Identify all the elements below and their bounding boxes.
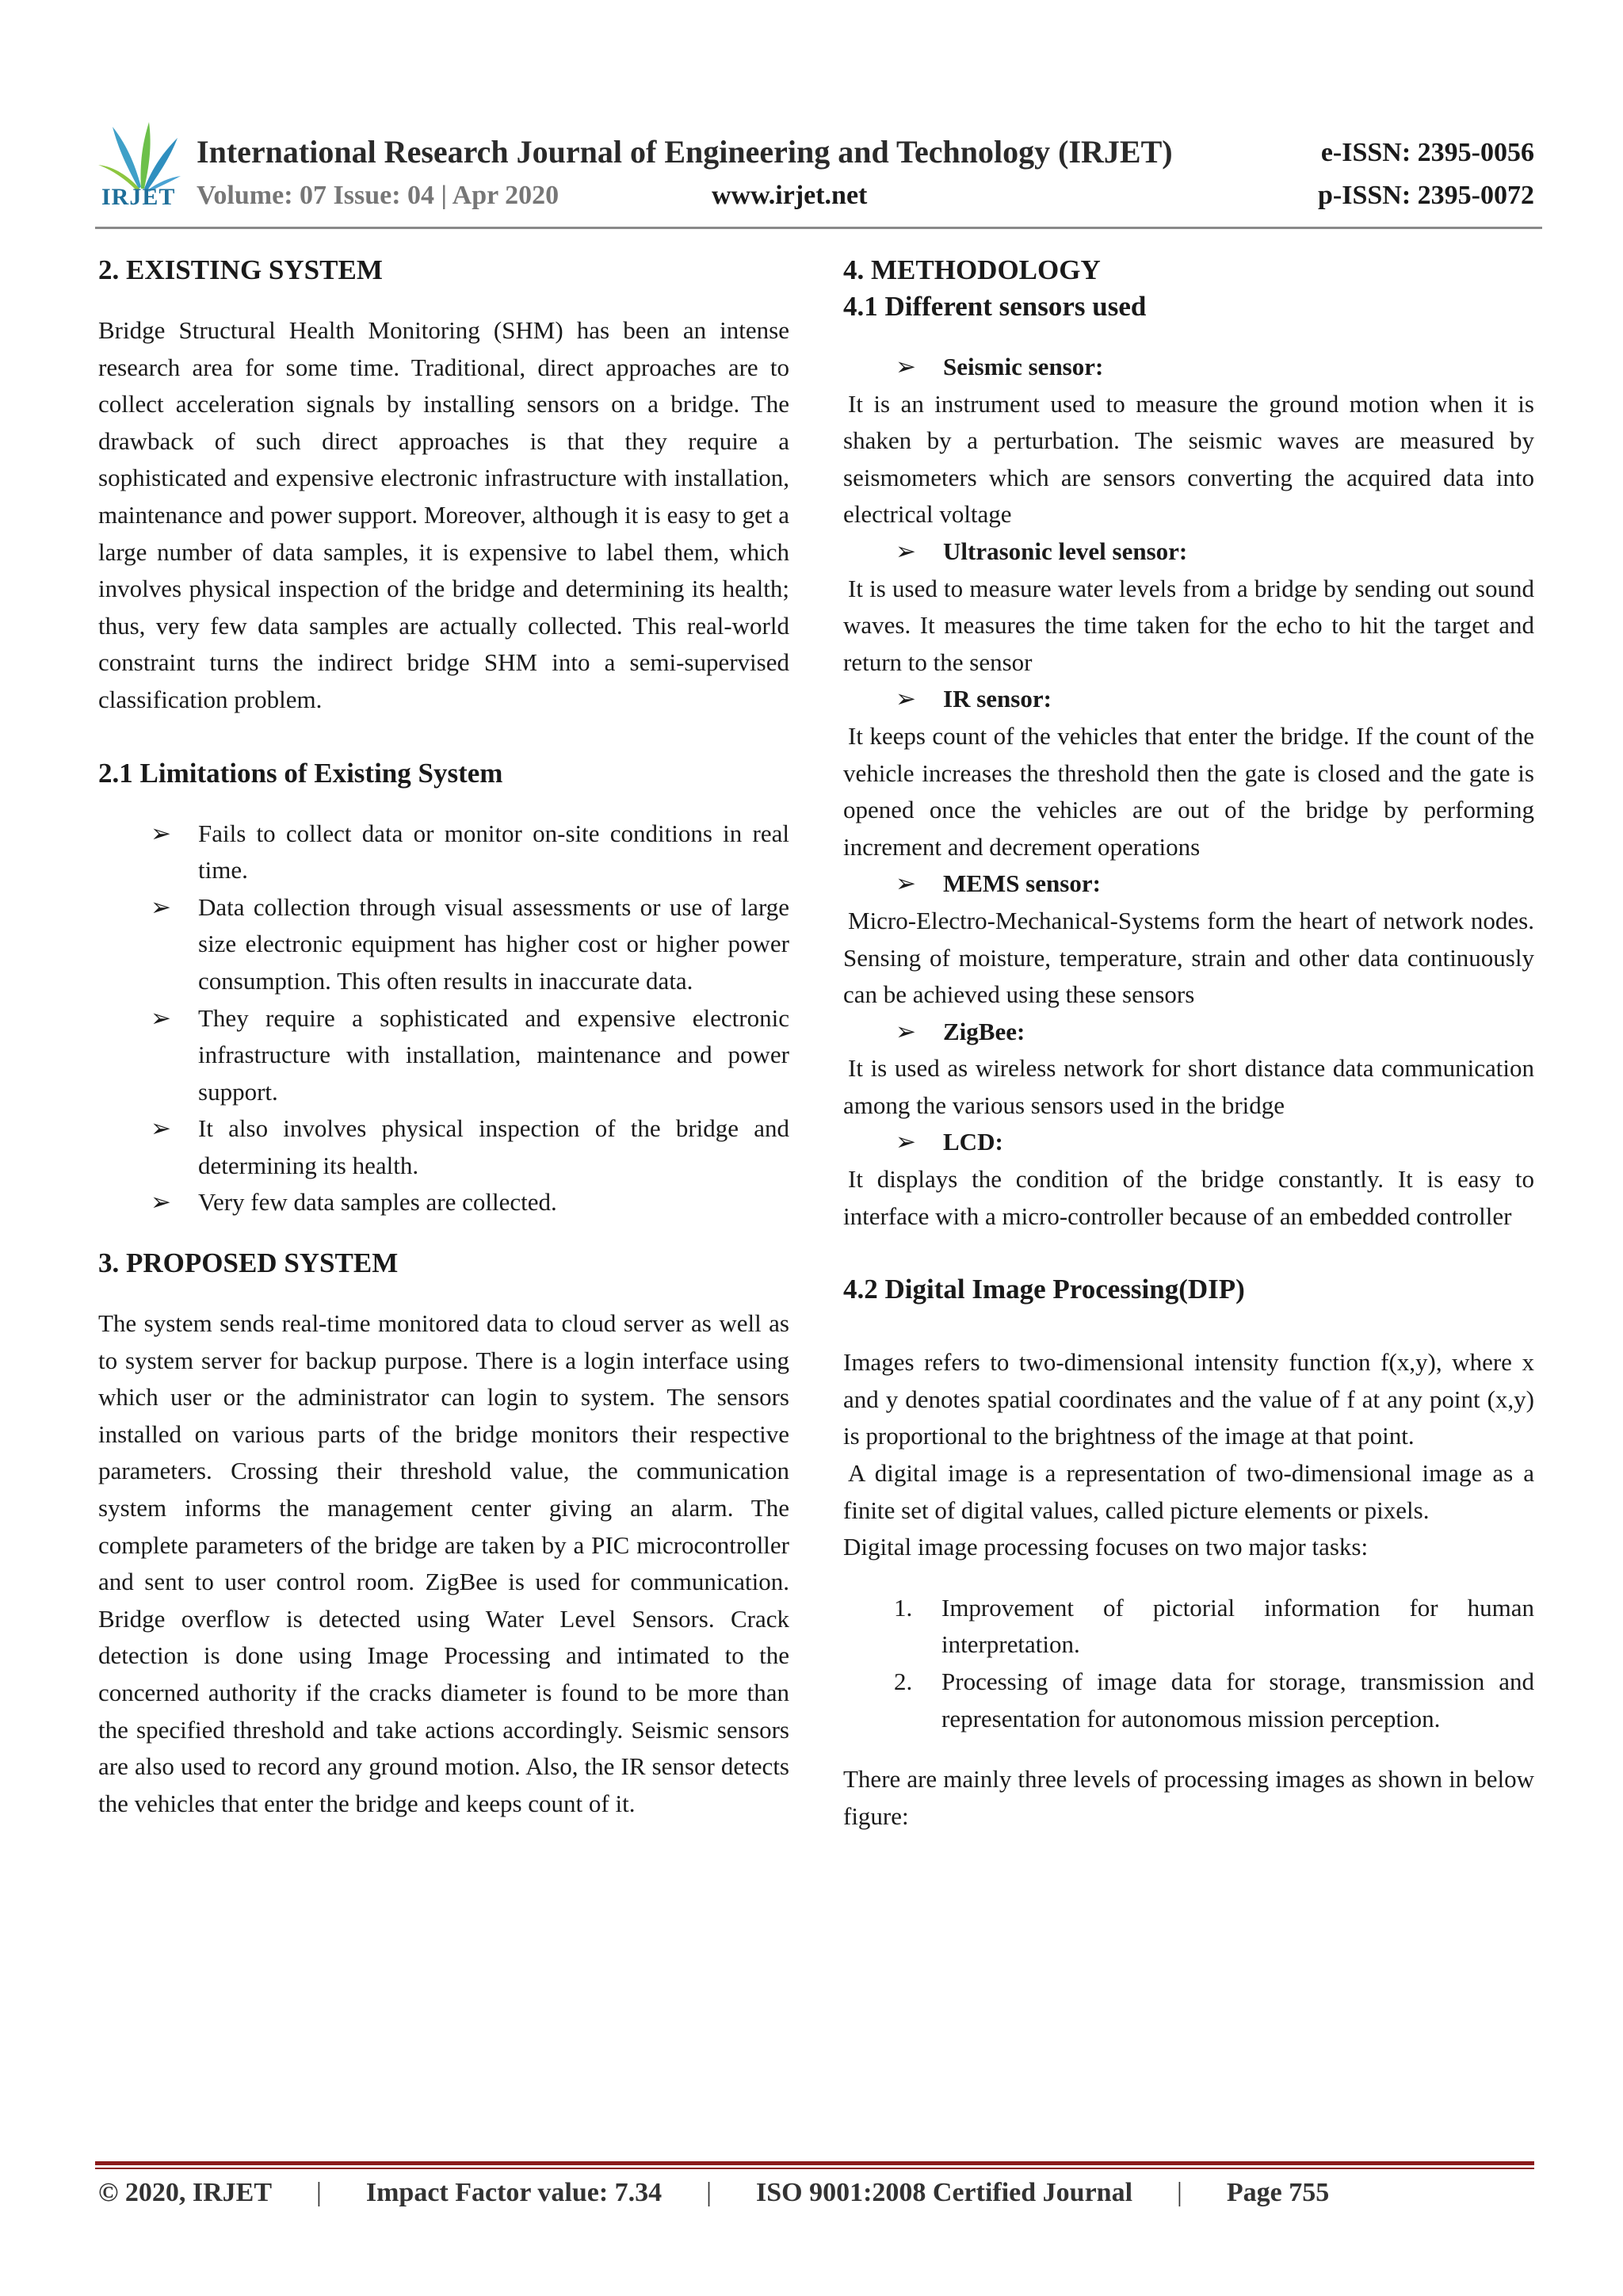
sensor-name: ➢ LCD: xyxy=(843,1124,1534,1161)
footer-separator: | xyxy=(316,2178,322,2207)
arrow-bullet-icon: ➢ xyxy=(896,869,916,898)
sensor-text: It is used as wireless network for short distance data communication among the various sensors used in the bridge xyxy=(843,1054,1534,1119)
sensor-item xyxy=(843,865,1534,1013)
footer-copyright: © 2020, IRJET xyxy=(98,2178,273,2207)
dip-paragraph-3: Digital image processing focuses on two major tasks: xyxy=(843,1533,1369,1561)
sensor-text: It is used to measure water levels from a bridge by sending out sound waves. It measures the time taken for the echo to hit the target and return to the sensor xyxy=(843,574,1534,676)
existing-system-title: 2. EXISTING SYSTEM xyxy=(98,254,383,285)
list-item: 2. Processing of image data for storage, transmission and representation for autonomous mission perception. xyxy=(894,1668,1534,1733)
sensor-name: ➢ Ultrasonic level sensor: xyxy=(843,533,1534,571)
sensor-name: ➢ Seismic sensor: xyxy=(843,349,1534,386)
list-item: ➢ Fails to collect data or monitor on-site conditions in real time. xyxy=(98,816,789,889)
arrow-bullet-icon: ➢ xyxy=(151,1003,171,1032)
existing-system-text: Bridge Structural Health Monitoring (SHM) has been an intense research area for some time. Traditional, direct approaches are to collect acceleration signals by installing sensors on a bridge. The drawback of such direct approaches is that they require a sophisticated and expensive electronic infrastructure with installation, maintenance and power support. Moreover, although it is easy to get a large number of data samples, it is expensive to label them, which involves physical inspection of the bridge and determining its health; thus, very few data samples are actually collected. This real-world constraint turns the indirect bridge SHM into a semi-supervised classification problem. xyxy=(98,316,789,713)
footer-impact-factor: Impact Factor value: 7.34 xyxy=(365,2178,663,2207)
dip-paragraph-1: Images refers to two-dimensional intensity function f(x,y), where x and y denotes spatial coordinates and the value of f at any point (x,y) is proportional to the brightness of the image at that point. xyxy=(843,1348,1534,1450)
dip-paragraph-2: A digital image is a representation of two-dimensional image as a finite set of digital values, called picture elements or pixels. xyxy=(843,1459,1534,1524)
sensors-title: 4.1 Different sensors used xyxy=(843,291,1147,322)
arrow-bullet-icon: ➢ xyxy=(896,1128,916,1156)
journal-title: International Research Journal of Engineering and Technology (IRJET) xyxy=(197,134,1173,170)
left-column xyxy=(98,252,789,1822)
sensor-item xyxy=(843,681,1534,865)
footer-divider-thin xyxy=(95,2168,1534,2169)
arrow-bullet-icon: ➢ xyxy=(896,353,916,380)
list-item: ➢ Data collection through visual assessments or use of large size electronic equipment has higher cost or higher power consumption. This often results in inaccurate data. xyxy=(98,889,789,1000)
sensor-name: ➢ IR sensor: xyxy=(843,681,1534,718)
sensor-item xyxy=(843,349,1534,533)
dip-paragraph-4: There are mainly three levels of processing images as shown in below figure: xyxy=(843,1765,1534,1830)
sensor-name: ➢ ZigBee: xyxy=(843,1014,1534,1051)
list-item: ➢ It also involves physical inspection of the bridge and determining its health. xyxy=(98,1110,789,1184)
footer-iso: ISO 9001:2008 Certified Journal xyxy=(755,2178,1133,2207)
arrow-bullet-icon: ➢ xyxy=(896,537,916,565)
pissn: p-ISSN: 2395-0072 xyxy=(1318,181,1534,210)
proposed-system-title: 3. PROPOSED SYSTEM xyxy=(98,1247,399,1279)
footer-separator: | xyxy=(706,2178,712,2207)
limitations-title: 2.1 Limitations of Existing System xyxy=(98,757,503,789)
methodology-title: 4. METHODOLOGY xyxy=(843,254,1101,285)
sensor-name: ➢ MEMS sensor: xyxy=(843,865,1534,903)
sensor-text: It displays the condition of the bridge constantly. It is easy to interface with a micro-controller because of an embedded controller xyxy=(843,1165,1534,1230)
arrow-bullet-icon: ➢ xyxy=(151,892,171,921)
sensor-text: Micro-Electro-Mechanical-Systems form the heart of network nodes. Sensing of moisture, temperature, strain and other data continuously can be achieved using these sensors xyxy=(843,906,1534,1009)
eissn: e-ISSN: 2395-0056 xyxy=(1320,138,1534,167)
logo-text: IRJET xyxy=(101,184,176,210)
arrow-bullet-icon: ➢ xyxy=(151,1188,171,1217)
arrow-bullet-icon: ➢ xyxy=(151,819,171,847)
header-divider xyxy=(95,227,1542,229)
volume-issue: Volume: 07 Issue: 04 | Apr 2020 xyxy=(197,181,559,210)
dip-title: 4.2 Digital Image Processing(DIP) xyxy=(843,1274,1245,1305)
website-link[interactable]: www.irjet.net xyxy=(712,181,868,210)
limitations-list xyxy=(98,816,789,1222)
page-header xyxy=(95,111,1534,238)
dip-tasks-list xyxy=(843,1590,1534,1737)
arrow-bullet-icon: ➢ xyxy=(896,685,916,713)
sensor-text: It is an instrument used to measure the ground motion when it is shaken by a perturbation. The seismic waves are measured by seismometers which are sensors converting the acquired data into electrical voltage xyxy=(843,389,1534,529)
right-column xyxy=(843,252,1534,1835)
sensor-item xyxy=(843,1014,1534,1125)
footer-divider xyxy=(95,2161,1534,2165)
sensor-item xyxy=(843,1124,1534,1235)
sensor-item xyxy=(843,533,1534,681)
footer-page-number: Page 755 xyxy=(1226,2178,1330,2207)
sensor-text: It keeps count of the vehicles that enter the bridge. If the count of the vehicle increases the threshold then the gate is closed and the gate is opened once the vehicles are out of the bridge by performing increment and decrement operations xyxy=(843,721,1534,861)
proposed-system-text: The system sends real-time monitored data to cloud server as well as to system server for backup purpose. There is a login interface using which user or the administrator can login to system. The sensors installed on various parts of the bridge monitors their respective parameters. Crossing their threshold value, the communication system informs the management center giving an alarm. The complete parameters of the bridge are taken by a PIC microcontroller and sent to user control room. ZigBee is used for communication. Bridge overflow is detected using Water Level Sensors. Crack detection is done using Image Processing and intimated to the concerned authority if the cracks diameter is found to be more than the specified threshold and take actions accordingly. Seismic sensors are also used to record any ground motion. Also, the IR sensor detects the vehicles that enter the bridge and keeps count of it. xyxy=(98,1309,789,1817)
arrow-bullet-icon: ➢ xyxy=(151,1114,171,1143)
list-item: ➢ Very few data samples are collected. xyxy=(98,1184,789,1221)
page-footer xyxy=(98,2178,1329,2208)
footer-separator: | xyxy=(1177,2178,1182,2207)
arrow-bullet-icon: ➢ xyxy=(896,1017,916,1045)
list-item: ➢ They require a sophisticated and expensive electronic infrastructure with installation, maintenance and power support. xyxy=(98,1000,789,1111)
list-item: 1. Improvement of pictorial information for human interpretation. xyxy=(894,1593,1534,1659)
